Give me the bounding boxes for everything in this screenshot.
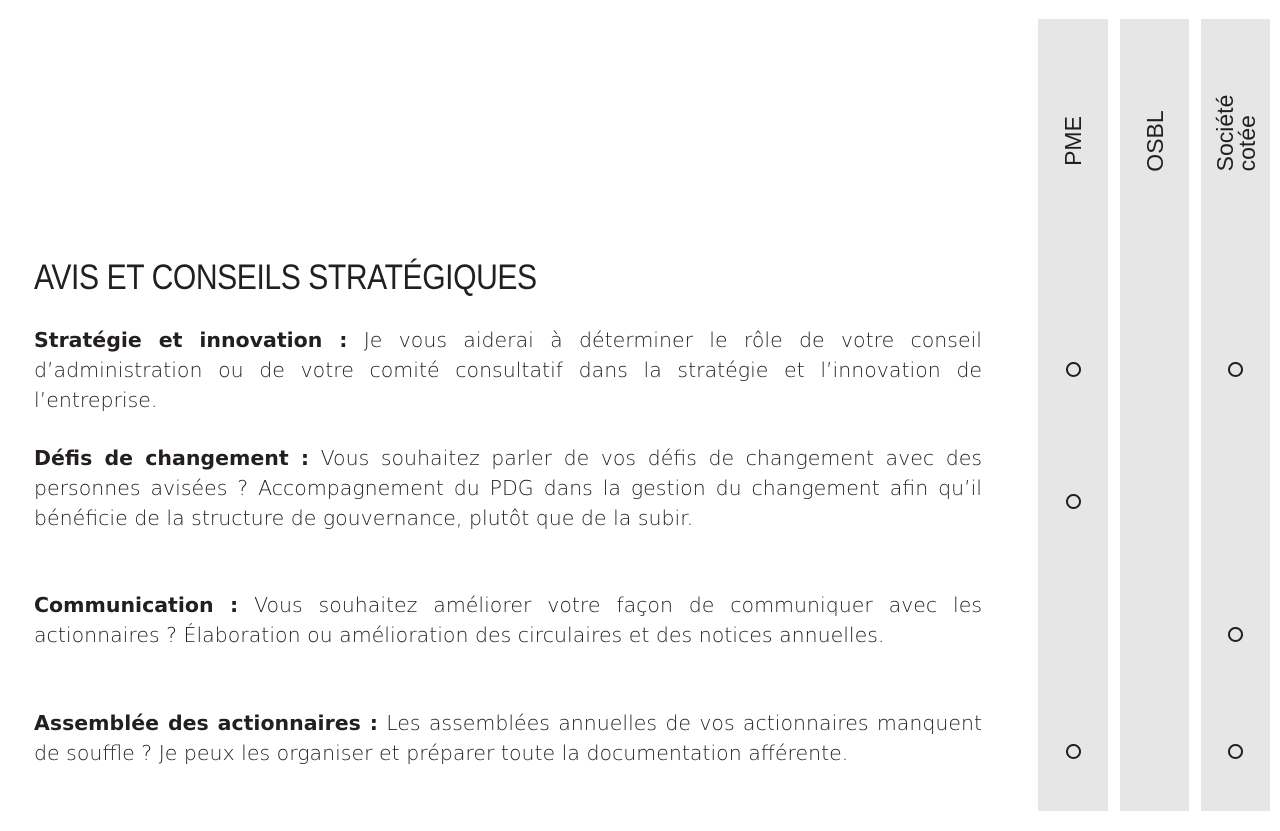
column-header-societe	[1211, 94, 1260, 172]
column-header-line: cotée	[1233, 115, 1260, 172]
column-osbl	[1120, 19, 1189, 811]
service-text: Vous souhaitez parler de vos défis de changement avec des personnes avisées ? Accompagnement du PDG dans la gestion du changement afin qu’il bénéficie de la structure de gouvernance, plutôt que de la subir.	[34, 446, 982, 530]
column-header-pme: PME	[1060, 116, 1086, 166]
circle-mark-icon	[1066, 362, 1081, 377]
service-label: Stratégie et innovation :	[34, 328, 348, 352]
section-title: AVIS ET CONSEILS STRATÉGIQUES	[34, 258, 537, 297]
service-text: Je vous aiderai à déterminer le rôle de votre conseil d’administration ou de votre comité consultatif dans la stratégie et l’innovation de l’entreprise.	[34, 328, 982, 412]
service-item-communication	[34, 590, 982, 650]
service-item-assemblee	[34, 708, 982, 768]
column-header-osbl: OSBL	[1141, 110, 1168, 172]
circle-mark-icon	[1066, 744, 1081, 759]
circle-mark-icon	[1228, 362, 1243, 377]
column-header-line: Société	[1211, 94, 1238, 172]
service-text: Les assemblées annuelles de vos actionnaires manquent de souffle ? Je peux les organiser et préparer toute la documentation afférente.	[34, 711, 982, 765]
service-label: Assemblée des actionnaires :	[34, 711, 378, 735]
service-text: Vous souhaitez améliorer votre façon de communiquer avec les actionnaires ? Élaboration ou amélioration des circulaires et des notices annuelles.	[34, 593, 982, 647]
circle-mark-icon	[1228, 744, 1243, 759]
circle-mark-icon	[1066, 494, 1081, 509]
service-item-defis	[34, 443, 982, 533]
service-item-strategie	[34, 325, 982, 415]
circle-mark-icon	[1228, 627, 1243, 642]
service-label: Communication :	[34, 593, 239, 617]
column-pme	[1038, 19, 1108, 811]
service-label: Défis de changement :	[34, 446, 310, 470]
column-societe	[1201, 19, 1270, 811]
